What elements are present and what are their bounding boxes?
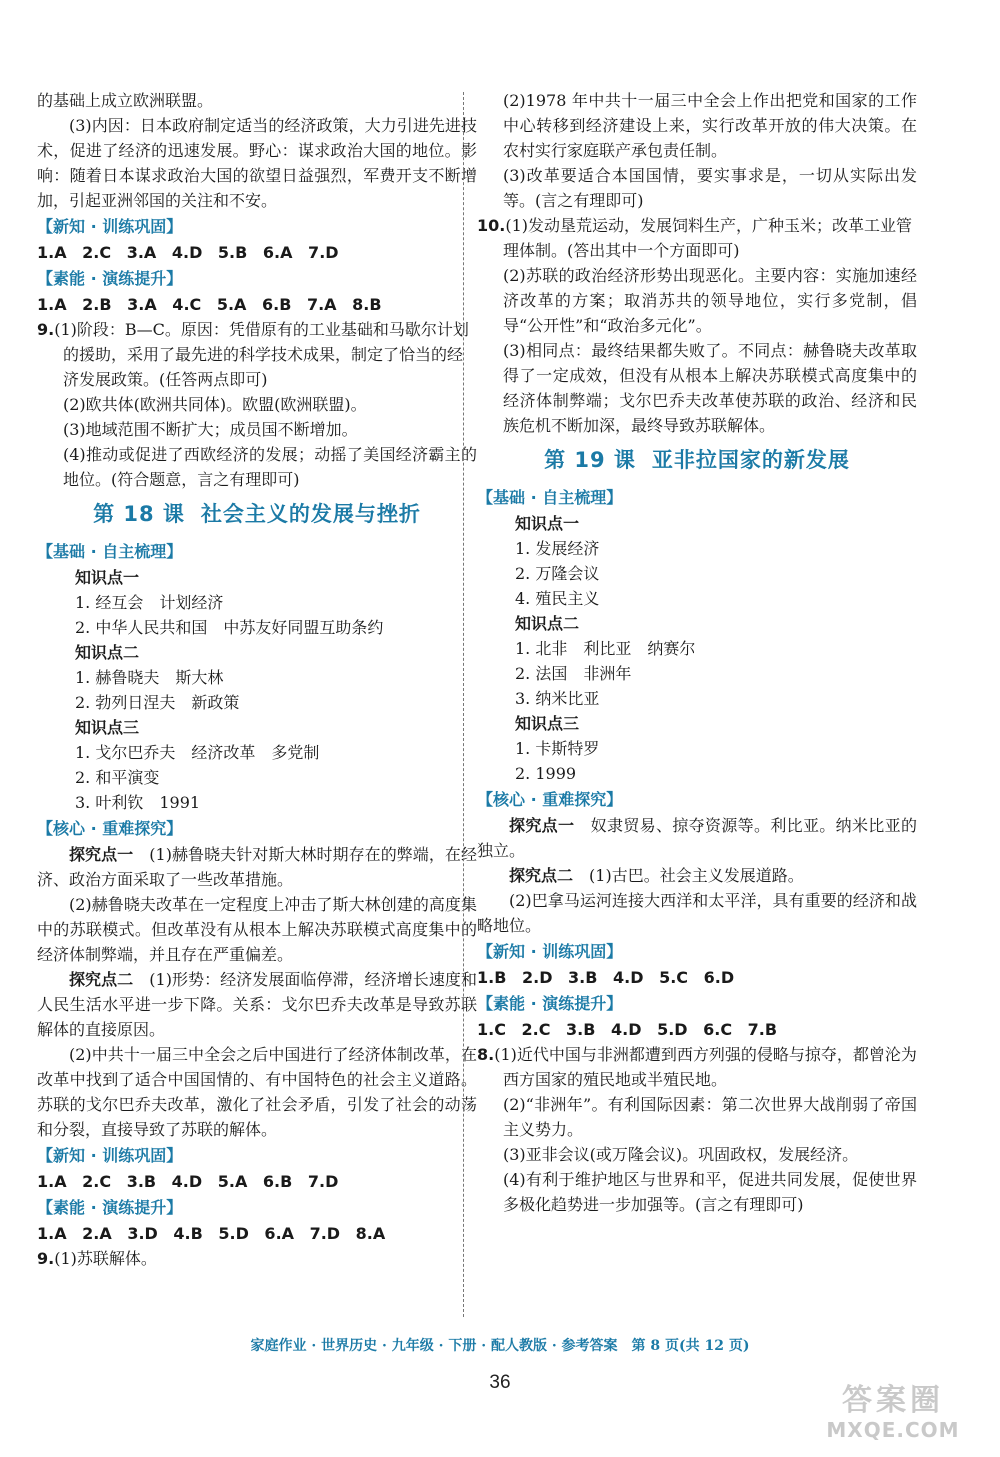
answer-text: (3)地域范围不断扩大；成员国不断增加。 (63, 420, 358, 439)
answer-text: (4)推动或促进了西欧经济的发展；动摇了美国经济霸主的地位。(符合题意，言之有理即可) (63, 445, 477, 489)
knowledge-item: 2. 1999 (515, 764, 577, 783)
choice-answers: 1.A 2.C 3.A 4.D 5.B 6.A 7.D (37, 243, 339, 262)
knowledge-item: 1. 经互会 计划经济 (75, 593, 224, 612)
section-heading: 【基础 · 自主梳理】 (477, 488, 623, 507)
question-10 (477, 213, 917, 263)
question-number: 8. (477, 1045, 495, 1064)
watermark-text: 答案圈 (842, 1383, 944, 1418)
knowledge-item: 1. 发展经济 (515, 539, 600, 558)
watermark-logo (798, 1383, 988, 1447)
lesson-name: 社会主义的发展与挫折 (200, 502, 421, 526)
explore-label: 探究点二 (69, 970, 134, 989)
watermark-url: MXQE.COM (826, 1418, 960, 1442)
knowledge-point-label: 知识点一 (515, 514, 580, 533)
answer-text: 的基础上成立欧洲联盟。 (37, 91, 214, 110)
question-8 (477, 1042, 917, 1092)
knowledge-item: 1. 戈尔巴乔夫 经济改革 多党制 (75, 743, 320, 762)
knowledge-point-label: 知识点一 (75, 568, 140, 587)
explore-point (37, 842, 477, 892)
answer-text: (1)苏联解体。 (54, 1249, 157, 1268)
lesson-number: 第 18 课 (93, 502, 185, 526)
question-9 (37, 317, 477, 392)
answer-text: (3)内因：日本政府制定适当的经济政策，大力引进先进技术，促进了经济的迅速发展。野心：谋求政治大国的地位。影响：随着日本谋求政治大国的欲望日益强烈，军费开支不断增加，引起亚洲邻国的关注和不安。 (37, 116, 477, 210)
page-footer: 家庭作业 · 世界历史 · 九年级 · 下册 · 配人教版 · 参考答案 第 8 页(共 12 页) (250, 1338, 750, 1354)
knowledge-point-label: 知识点三 (75, 718, 140, 737)
knowledge-point-label: 知识点三 (515, 714, 580, 733)
answer-text: (3)亚非会议(或万隆会议)。巩固政权，发展经济。 (503, 1145, 859, 1164)
choice-answers: 1.C 2.C 3.B 4.D 5.D 6.C 7.B (477, 1020, 778, 1039)
knowledge-item: 2. 万隆会议 (515, 564, 600, 583)
section-heading: 【基础 · 自主梳理】 (37, 542, 183, 561)
explore-point (477, 863, 917, 888)
section-heading: 【素能 · 演练提升】 (477, 994, 623, 1013)
question-number: 10. (477, 216, 506, 235)
question-9b (37, 1246, 477, 1271)
answer-text: (2)欧共体(欧洲共同体)。欧盟(欧洲联盟)。 (63, 395, 367, 414)
answer-text: (1)阶段：B—C。原因：凭借原有的工业基础和马歇尔计划的援助，采用了最先进的科学技术成果，制定了恰当的经济发展政策。(任答两点即可) (54, 320, 469, 389)
choice-answers: 1.A 2.B 3.A 4.C 5.A 6.B 7.A 8.B (37, 295, 382, 314)
explore-label: 探究点二 (509, 866, 574, 885)
section-heading: 【素能 · 演练提升】 (37, 269, 183, 288)
knowledge-item: 1. 赫鲁晓夫 斯大林 (75, 668, 224, 687)
knowledge-item: 2. 和平演变 (75, 768, 160, 787)
answer-text: (3)改革要适合本国国情，要实事求是，一切从实际出发等。(言之有理即可) (503, 166, 917, 210)
knowledge-point-label: 知识点二 (75, 643, 140, 662)
knowledge-item: 2. 法国 非洲年 (515, 664, 632, 683)
answer-text: (2)苏联的政治经济形势出现恶化。主要内容：实施加速经济改革的方案；取消苏共的领导地位，实行多党制，倡导“公开性”和“政治多元化”。 (503, 266, 917, 335)
column-divider (463, 92, 464, 1317)
answer-text: (2)巴拿马运河连接大西洋和太平洋，具有重要的经济和战略地位。 (477, 891, 917, 935)
explore-label: 探究点一 (509, 816, 575, 835)
section-heading: 【新知 · 训练巩固】 (37, 217, 183, 236)
knowledge-item: 4. 殖民主义 (515, 589, 600, 608)
question-number: 9. (37, 320, 55, 339)
lesson-title (37, 502, 477, 527)
knowledge-item: 2. 勃列日涅夫 新政策 (75, 693, 240, 712)
right-column (477, 88, 917, 1217)
page-number: 36 (489, 1372, 511, 1393)
answer-text: (1)发动垦荒运动，发展饲料生产，广种玉米；改革工业管理体制。(答出其中一个方面即可) (503, 216, 913, 260)
choice-answers: 1.A 2.C 3.B 4.D 5.A 6.B 7.D (37, 1172, 339, 1191)
choice-answers: 1.A 2.A 3.D 4.B 5.D 6.A 7.D 8.A (37, 1224, 386, 1243)
knowledge-item: 3. 叶利钦 1991 (75, 793, 201, 812)
knowledge-item: 3. 纳米比亚 (515, 689, 600, 708)
explore-point (477, 813, 917, 863)
lesson-name: 亚非拉国家的新发展 (651, 448, 850, 472)
section-heading: 【核心 · 重难探究】 (37, 819, 183, 838)
section-heading: 【新知 · 训练巩固】 (37, 1146, 183, 1165)
left-column (37, 88, 477, 1271)
knowledge-item: 2. 中华人民共和国 中苏友好同盟互助条约 (75, 618, 384, 637)
answer-text: (1)形势：经济发展面临停滞，经济增长速度和人民生活水平进一步下降。关系：戈尔巴乔夫改革是导致苏联解体的直接原因。 (37, 970, 477, 1039)
section-heading: 【素能 · 演练提升】 (37, 1198, 183, 1217)
answer-text: (1)古巴。社会主义发展道路。 (589, 866, 804, 885)
choice-answers: 1.B 2.D 3.B 4.D 5.C 6.D (477, 968, 735, 987)
answer-text: (4)有利于维护地区与世界和平，促进共同发展，促使世界多极化趋势进一步加强等。(言之有理即可) (503, 1170, 917, 1214)
knowledge-item: 1. 北非 利比亚 纳赛尔 (515, 639, 696, 658)
answer-text: (2)赫鲁晓夫改革在一定程度上冲击了斯大林创建的高度集中的苏联模式。但改革没有从根本上解决苏联模式高度集中的经济体制弊端，并且存在严重偏差。 (37, 895, 477, 964)
lesson-number: 第 19 课 (544, 448, 636, 472)
answer-text: (3)相同点：最终结果都失败了。不同点：赫鲁晓夫改革取得了一定成效，但没有从根本上解决苏联模式高度集中的经济体制弊端；戈尔巴乔夫改革使苏联的政治、经济和民族危机不断加深，最终导致苏联解体。 (503, 341, 917, 435)
answer-text: (2)1978 年中共十一届三中全会上作出把党和国家的工作中心转移到经济建设上来，实行改革开放的伟大决策。在农村实行家庭联产承包责任制。 (503, 91, 917, 160)
knowledge-item: 1. 卡斯特罗 (515, 739, 600, 758)
knowledge-point-label: 知识点二 (515, 614, 580, 633)
answer-text: 奴隶贸易、掠夺资源等。利比亚。纳米比亚的独立。 (477, 816, 917, 860)
explore-point (37, 967, 477, 1042)
answer-text: (1)赫鲁晓夫针对斯大林时期存在的弊端，在经济、政治方面采取了一些改革措施。 (37, 845, 477, 889)
answer-text: (2)中共十一届三中全会之后中国进行了经济体制改革，在改革中找到了适合中国国情的、有中国特色的社会主义道路。苏联的戈尔巴乔夫改革，激化了社会矛盾，引发了社会的动荡和分裂，直接导致了苏联的解体。 (37, 1045, 477, 1139)
explore-label: 探究点一 (69, 845, 134, 864)
question-number: 9. (37, 1249, 55, 1268)
lesson-title (477, 448, 917, 473)
answer-text: (1)近代中国与非洲都遭到西方列强的侵略与掠夺，都曾沦为西方国家的殖民地或半殖民地。 (494, 1045, 917, 1089)
section-heading: 【核心 · 重难探究】 (477, 790, 623, 809)
section-heading: 【新知 · 训练巩固】 (477, 942, 623, 961)
answer-text: (2)“非洲年”。有利国际因素：第二次世界大战削弱了帝国主义势力。 (503, 1095, 917, 1139)
